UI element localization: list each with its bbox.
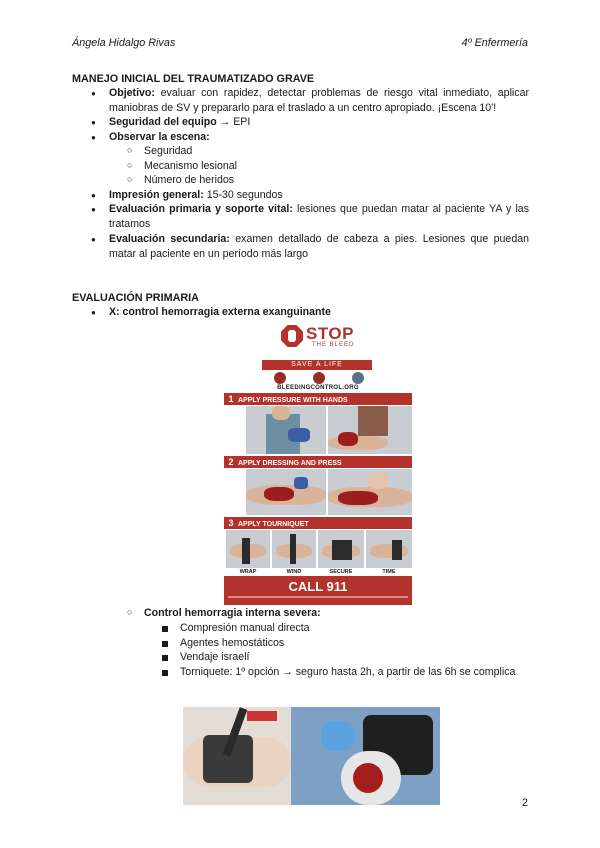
photo-dressing-2 (328, 469, 412, 515)
circle-bullet-icon: ○ (127, 607, 133, 617)
poster-save-banner: SAVE A LIFE (262, 360, 372, 370)
section-title-manejo: MANEJO INICIAL DEL TRAUMATIZADO GRAVE (72, 73, 315, 85)
poster-stop: STOP (306, 324, 354, 343)
header-course: 4º Enfermería (461, 37, 528, 49)
circle-bullet-icon: ○ (127, 174, 133, 184)
caption-wind: WIND (286, 569, 302, 575)
hartford-logo-icon (313, 372, 325, 384)
sub-item-vendaje: Vendaje israelí (180, 651, 250, 663)
list-item-secundaria: Evaluación secundaria: examen detallado de cabeza a pies. Lesiones que puedan matar al paciente en un período más largo (109, 233, 529, 260)
photo-pressure-2 (328, 406, 412, 454)
photo-wrap (226, 530, 270, 568)
page-number: 2 (521, 797, 528, 809)
caption-wrap: WRAP (239, 569, 257, 575)
caption-secure: SECURE (329, 569, 353, 575)
poster-step-2: 2 APPLY DRESSING AND PRESS (224, 456, 412, 468)
poster-the-bleed: THE BLEED (312, 342, 355, 348)
poster-step-1: 1 APPLY PRESSURE WITH HANDS (224, 393, 412, 405)
list-item-primaria: Evaluación primaria y soporte vital: lesiones que puedan matar al paciente YA y las tratamos (109, 203, 529, 230)
stop-sign-icon (281, 325, 303, 347)
poster-call-911: CALL 911 (224, 576, 412, 605)
photo-dressing-1 (246, 469, 326, 515)
bullet-icon: ● (91, 205, 96, 214)
poster-site: BLEEDINGCONTROL.ORG (277, 385, 359, 391)
bullet-icon: ● (91, 191, 96, 200)
bullet-icon: ● (91, 235, 96, 244)
dhs-logo-icon (352, 372, 364, 384)
square-bullet-icon (162, 626, 168, 632)
poster-step-3: 3 APPLY TOURNIQUET (224, 517, 412, 529)
bullet-icon: ● (91, 133, 96, 142)
square-bullet-icon (162, 670, 168, 676)
sub-item-torniquete: Torniquete: 1º opción → seguro hasta 2h, a partir de las 6h se complica (180, 666, 516, 678)
photo-wind (272, 530, 316, 568)
acs-logo-icon (274, 372, 286, 384)
photo-time (366, 530, 412, 568)
circle-bullet-icon: ○ (127, 145, 133, 155)
bullet-icon: ● (91, 308, 96, 317)
sub-item-heridos: Número de heridos (144, 174, 235, 186)
list-item-x: X: control hemorragia externa exanguinante (109, 306, 331, 318)
photo-pressure-1 (246, 406, 326, 454)
list-item-escena: Observar la escena: (109, 131, 210, 143)
list-item-objetivo: Objetivo: evaluar con rapidez, detectar problemas de riesgo vital inmediato, aplicar maniobras de SV y prepararlo para el traslado a un centro apropiado. ¡Escena 10'! (109, 87, 529, 114)
circle-bullet-icon: ○ (127, 160, 133, 170)
stop-the-bleed-poster (224, 322, 412, 605)
photo-tourniquet-arm (183, 707, 291, 805)
sub-item-mecanismo: Mecanismo lesional (144, 160, 238, 172)
poster-fine-print (228, 596, 408, 598)
header-author: Ángela Hidalgo Rivas (72, 37, 176, 49)
square-bullet-icon (162, 641, 168, 647)
sub-item-agentes: Agentes hemostáticos (180, 637, 285, 649)
bullet-icon: ● (91, 89, 96, 98)
sub-item-seguridad: Seguridad (144, 145, 193, 157)
sub-title-interna: Control hemorragia interna severa: (144, 607, 321, 619)
photo-secure (318, 530, 364, 568)
caption-time: TIME (382, 569, 396, 575)
square-bullet-icon (162, 655, 168, 661)
section-title-primaria: EVALUACIÓN PRIMARIA (72, 292, 199, 304)
bullet-icon: ● (91, 118, 96, 127)
list-item-seguridad: Seguridad del equipo → EPI (109, 116, 251, 128)
poster-logos (274, 372, 364, 384)
photo-tourniquet-leg (291, 707, 440, 805)
sub-item-compresion: Compresión manual directa (180, 622, 310, 634)
list-item-impresion: Impresión general: 15-30 segundos (109, 189, 283, 201)
